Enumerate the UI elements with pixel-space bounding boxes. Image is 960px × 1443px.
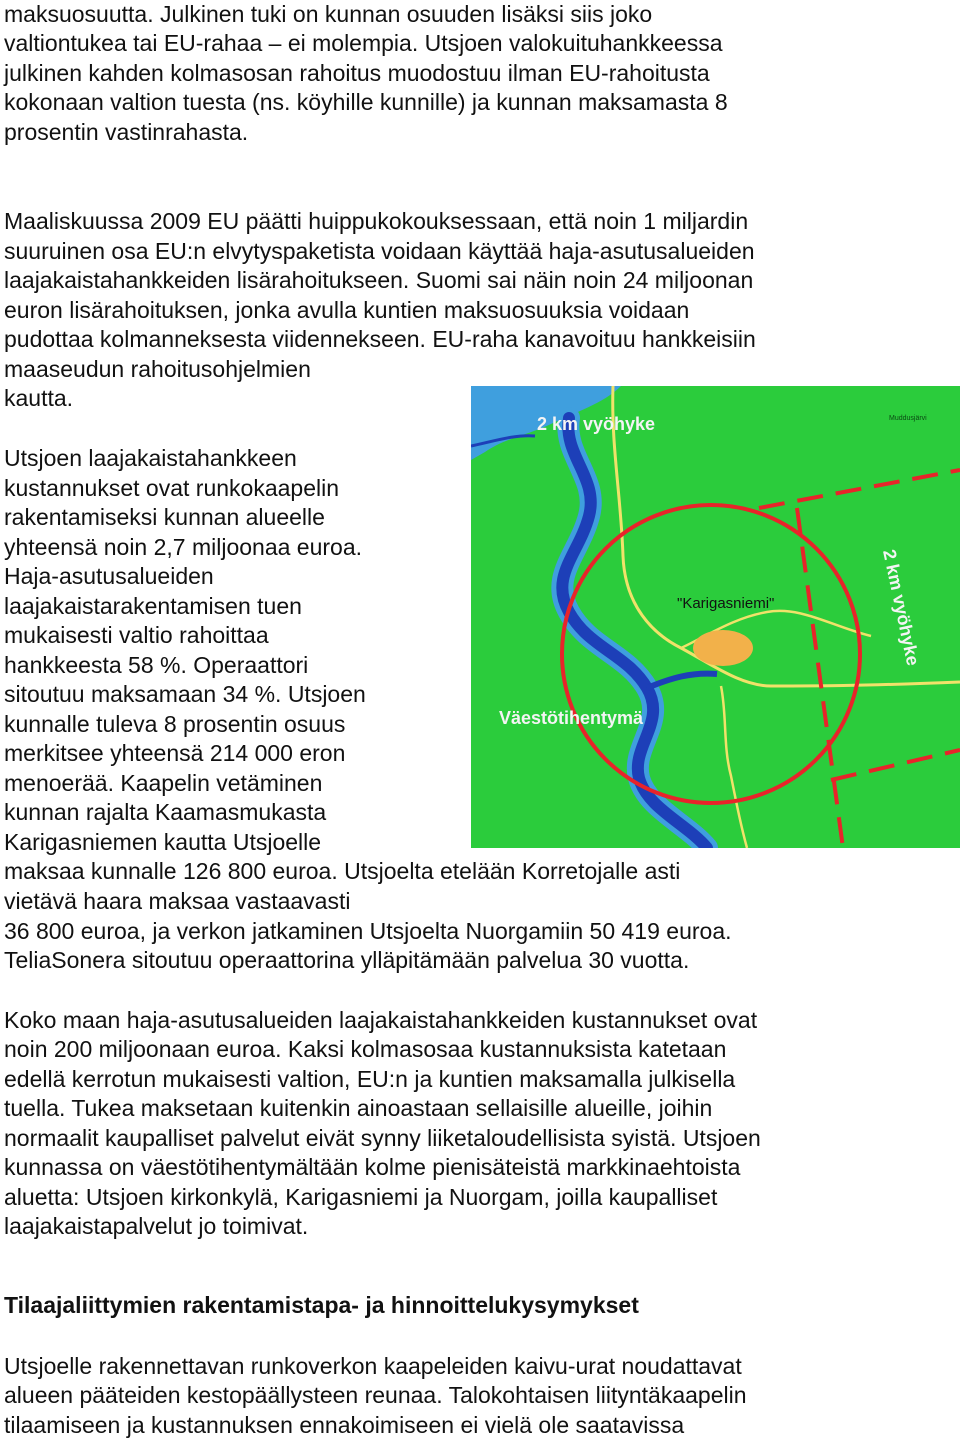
text-line: kunnassa on väestötihentymältään kolme pienisäteistä markkinaehtoista bbox=[4, 1154, 741, 1180]
text-line: sitoutuu maksamaan 34 %. Utsjoen bbox=[4, 681, 366, 707]
text-line: Utsjoelle rakennettavan runkoverkon kaapeleiden kaivu-urat noudattavat bbox=[4, 1353, 742, 1379]
text-line: kokonaan valtion tuesta (ns. köyhille kunnille) ja kunnan maksamasta 8 bbox=[4, 89, 728, 115]
text-line: kunnalle tuleva 8 prosentin osuus bbox=[4, 711, 346, 737]
text-line: vietävä haara maksaa vastaavasti bbox=[4, 888, 351, 914]
text-line: kautta. bbox=[4, 385, 74, 411]
text-line: rakentamiseksi kunnan alueelle bbox=[4, 504, 325, 530]
text-line: prosentin vastinrahasta. bbox=[4, 119, 249, 145]
text-line: laajakaistapalvelut jo toimivat. bbox=[4, 1213, 309, 1239]
text-line: kustannukset ovat runkokaapelin bbox=[4, 475, 339, 501]
text-line: normaalit kaupalliset palvelut eivät synny liiketaloudellisista syistä. Utsjoen bbox=[4, 1125, 761, 1151]
text-line: julkinen kahden kolmasosan rahoitus muodostuu ilman EU-rahoitusta bbox=[4, 60, 710, 86]
text-line: yhteensä noin 2,7 miljoonaa euroa. bbox=[4, 534, 363, 560]
text-line: Koko maan haja-asutusalueiden laajakaistahankkeiden kustannukset ovat bbox=[4, 1007, 758, 1033]
text-line: euron lisärahoituksen, jonka avulla kuntien maksuosuuksia voidaan bbox=[4, 297, 690, 323]
text-line: edellä kerrotun mukaisesti valtion, EU:n ja kuntien maksamalla julkisella bbox=[4, 1066, 736, 1092]
section-heading: Tilaajaliittymien rakentamistapa- ja hinnoittelukysymykset bbox=[4, 1292, 639, 1318]
text-line: tilaamiseen ja kustannuksen ennakoimiseen ei vielä ole saatavissa bbox=[4, 1412, 685, 1438]
zone-map bbox=[471, 386, 960, 848]
text-line: alueen pääteiden kestopäällysteen reunaa. Talokohtaisen liityntäkaapelin bbox=[4, 1382, 747, 1408]
text-line: 36 800 euroa, ja verkon jatkaminen Utsjoelta Nuorgamiin 50 419 euroa. bbox=[4, 918, 732, 944]
text-line: valtiontukea tai EU-rahaa – ei molempia. Utsjoen valokuituhankkeessa bbox=[4, 30, 723, 56]
text-line: Maaliskuussa 2009 EU päätti huippukokouksessaan, että noin 1 miljardin bbox=[4, 208, 749, 234]
map-village bbox=[693, 630, 753, 666]
text-line: aluetta: Utsjoen kirkonkylä, Karigasniemi ja Nuorgam, joilla kaupalliset bbox=[4, 1184, 718, 1210]
text-line: noin 200 miljoonaan euroa. Kaksi kolmasosaa kustannuksista katetaan bbox=[4, 1036, 727, 1062]
text-line: tuella. Tukea maksetaan kuitenkin ainoastaan sellaisille alueille, joihin bbox=[4, 1095, 713, 1121]
map-label-small: Muddusjärvi bbox=[889, 415, 927, 422]
map-land bbox=[471, 386, 960, 848]
text-line: merkitsee yhteensä 214 000 eron bbox=[4, 740, 346, 766]
text-line: TeliaSonera sitoutuu operaattorina ylläpitämään palvelua 30 vuotta. bbox=[4, 947, 690, 973]
text-line: maaseudun rahoitusohjelmien bbox=[4, 356, 311, 382]
text-line: menoerää. Kaapelin vetäminen bbox=[4, 770, 323, 796]
text-line: maksaa kunnalle 126 800 euroa. Utsjoelta etelään Korretojalle asti bbox=[4, 858, 681, 884]
text-line: laajakaistarakentamisen tuen bbox=[4, 593, 302, 619]
text-line: kunnan rajalta Kaamasmukasta bbox=[4, 799, 327, 825]
text-line: hankkeesta 58 %. Operaattori bbox=[4, 652, 309, 678]
map-label-top: 2 km vyöhyke bbox=[537, 414, 656, 434]
text-line: Karigasniemen kautta Utsjoelle bbox=[4, 829, 322, 855]
text-line: suuruinen osa EU:n elvytyspaketista voidaan käyttää haja-asutusalueiden bbox=[4, 238, 755, 264]
map-label-density: Väestötihentymä bbox=[499, 708, 644, 728]
text-line: pudottaa kolmanneksesta viidennekseen. EU-raha kanavoituu hankkeisiin bbox=[4, 326, 756, 352]
text-line: mukaisesti valtio rahoittaa bbox=[4, 622, 269, 648]
map-label-place: "Karigasniemi" bbox=[677, 595, 775, 612]
map-label-right: 2 km vyöhyke bbox=[879, 547, 924, 668]
text-line: maksuosuutta. Julkinen tuki on kunnan osuuden lisäksi siis joko bbox=[4, 1, 653, 27]
zone-map-figure bbox=[471, 386, 960, 848]
text-line: Haja-asutusalueiden bbox=[4, 563, 214, 589]
text-line: Utsjoen laajakaistahankkeen bbox=[4, 445, 297, 471]
text-line: laajakaistahankkeiden lisärahoitukseen. Suomi sai näin noin 24 miljoonan bbox=[4, 267, 754, 293]
